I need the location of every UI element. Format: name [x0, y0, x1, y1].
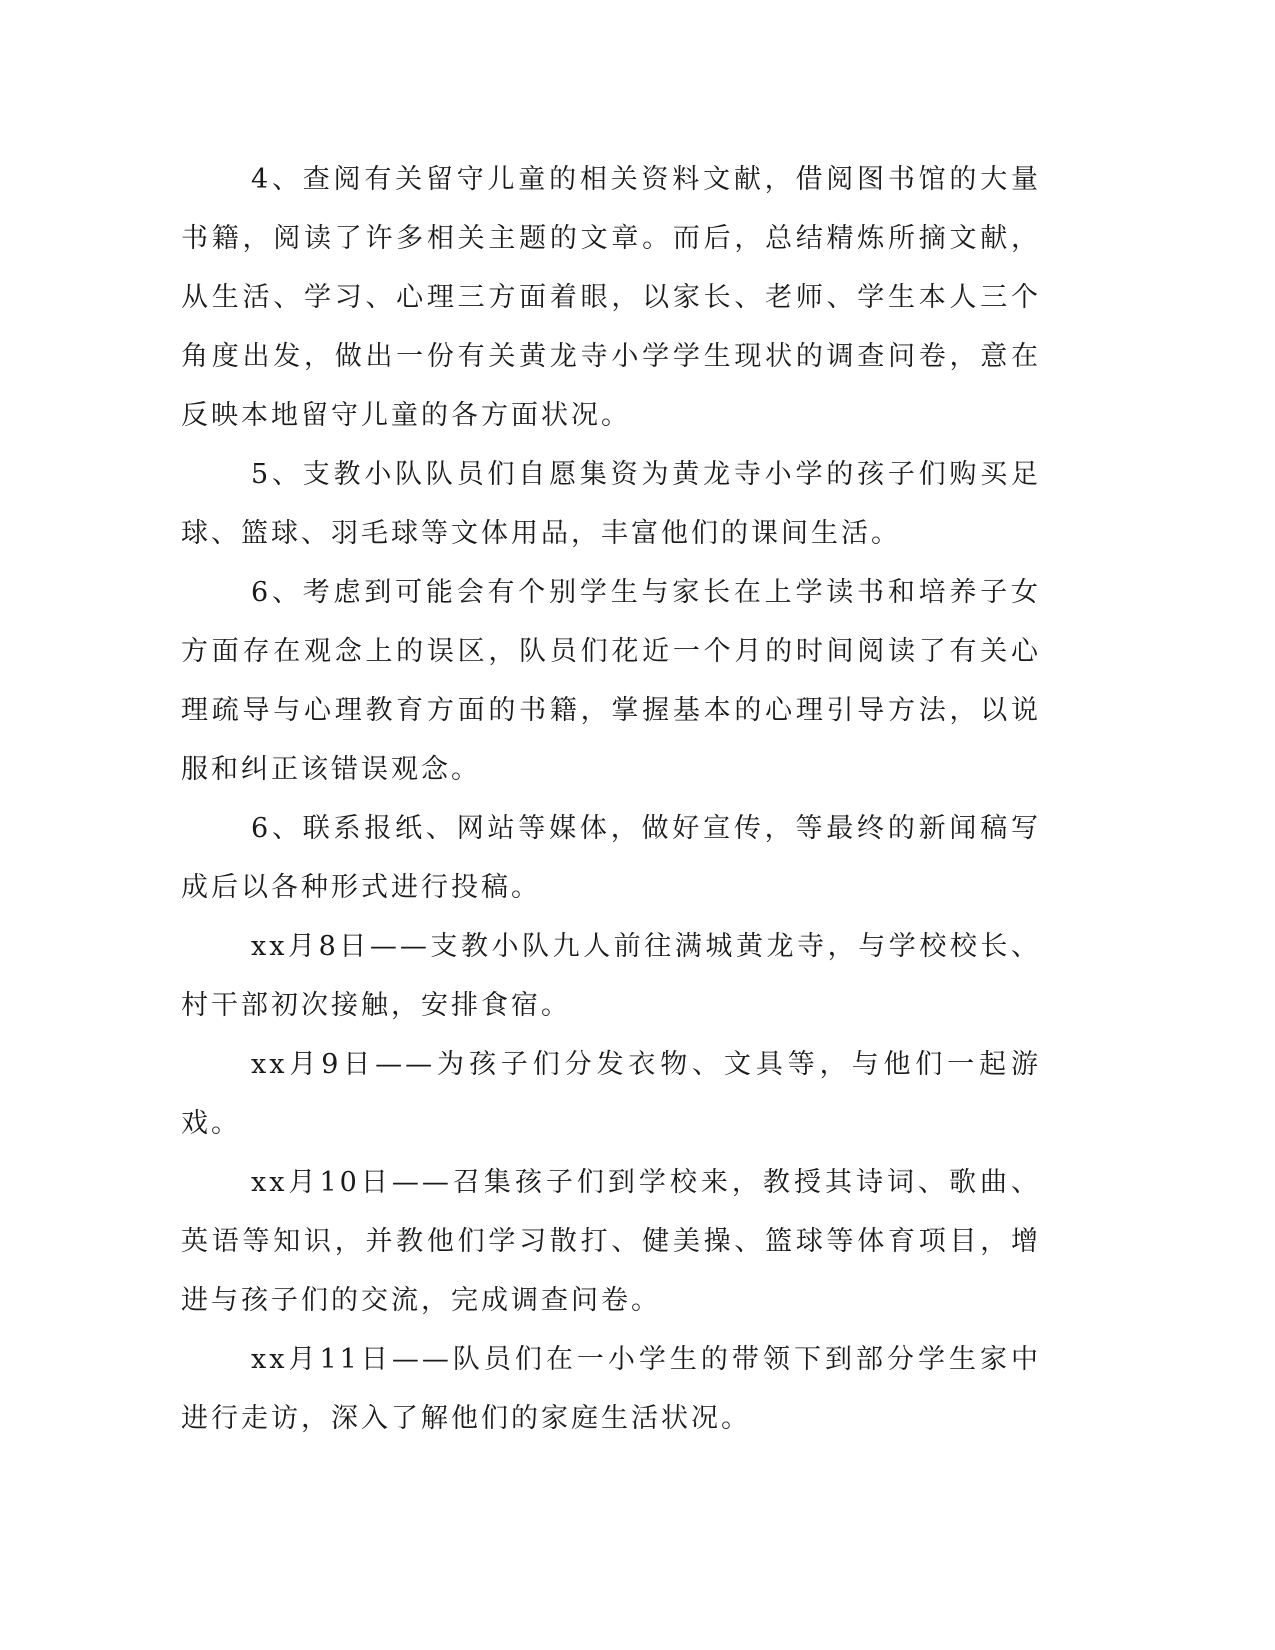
paragraph-day-10: xx月10日——召集孩子们到学校来，教授其诗词、歌曲、英语等知识，并教他们学习散打、健美操、篮球等体育项目，增进与孩子们的交流，完成调查问卷。: [181, 1167, 1041, 1316]
paragraph-literature-review: 4、查阅有关留守儿童的相关资料文献，借阅图书馆的大量书籍，阅读了许多相关主题的文章。而后，总结精炼所摘文献，从生活、学习、心理三方面着眼，以家长、老师、学生本人三个角度出发，做出一份有关黄龙寺小学学生现状的调查问卷，意在反映本地留守儿童的各方面状况。: [181, 164, 1041, 431]
paragraph-media-publicity: 6、联系报纸、网站等媒体，做好宣传，等最终的新闻稿写成后以各种形式进行投稿。: [181, 813, 1041, 903]
paragraph-psychology-study: 6、考虑到可能会有个别学生与家长在上学读书和培养子女方面存在观念上的误区，队员们花近一个月的时间阅读了有关心理疏导与心理教育方面的书籍，掌握基本的心理引导方法，以说服和纠正该错误观念。: [181, 577, 1041, 785]
paragraph-day-8: xx月8日——支教小队九人前往满城黄龙寺，与学校校长、村干部初次接触，安排食宿。: [181, 931, 1041, 1021]
paragraph-sports-equipment: 5、支教小队队员们自愿集资为黄龙寺小学的孩子们购买足球、篮球、羽毛球等文体用品，丰富他们的课间生活。: [181, 459, 1041, 549]
paragraph-day-9: xx月9日——为孩子们分发衣物、文具等，与他们一起游戏。: [181, 1049, 1041, 1139]
document-body: [181, 150, 1041, 1448]
paragraph-day-11: xx月11日——队员们在一小学生的带领下到部分学生家中进行走访，深入了解他们的家庭生活状况。: [181, 1344, 1041, 1434]
